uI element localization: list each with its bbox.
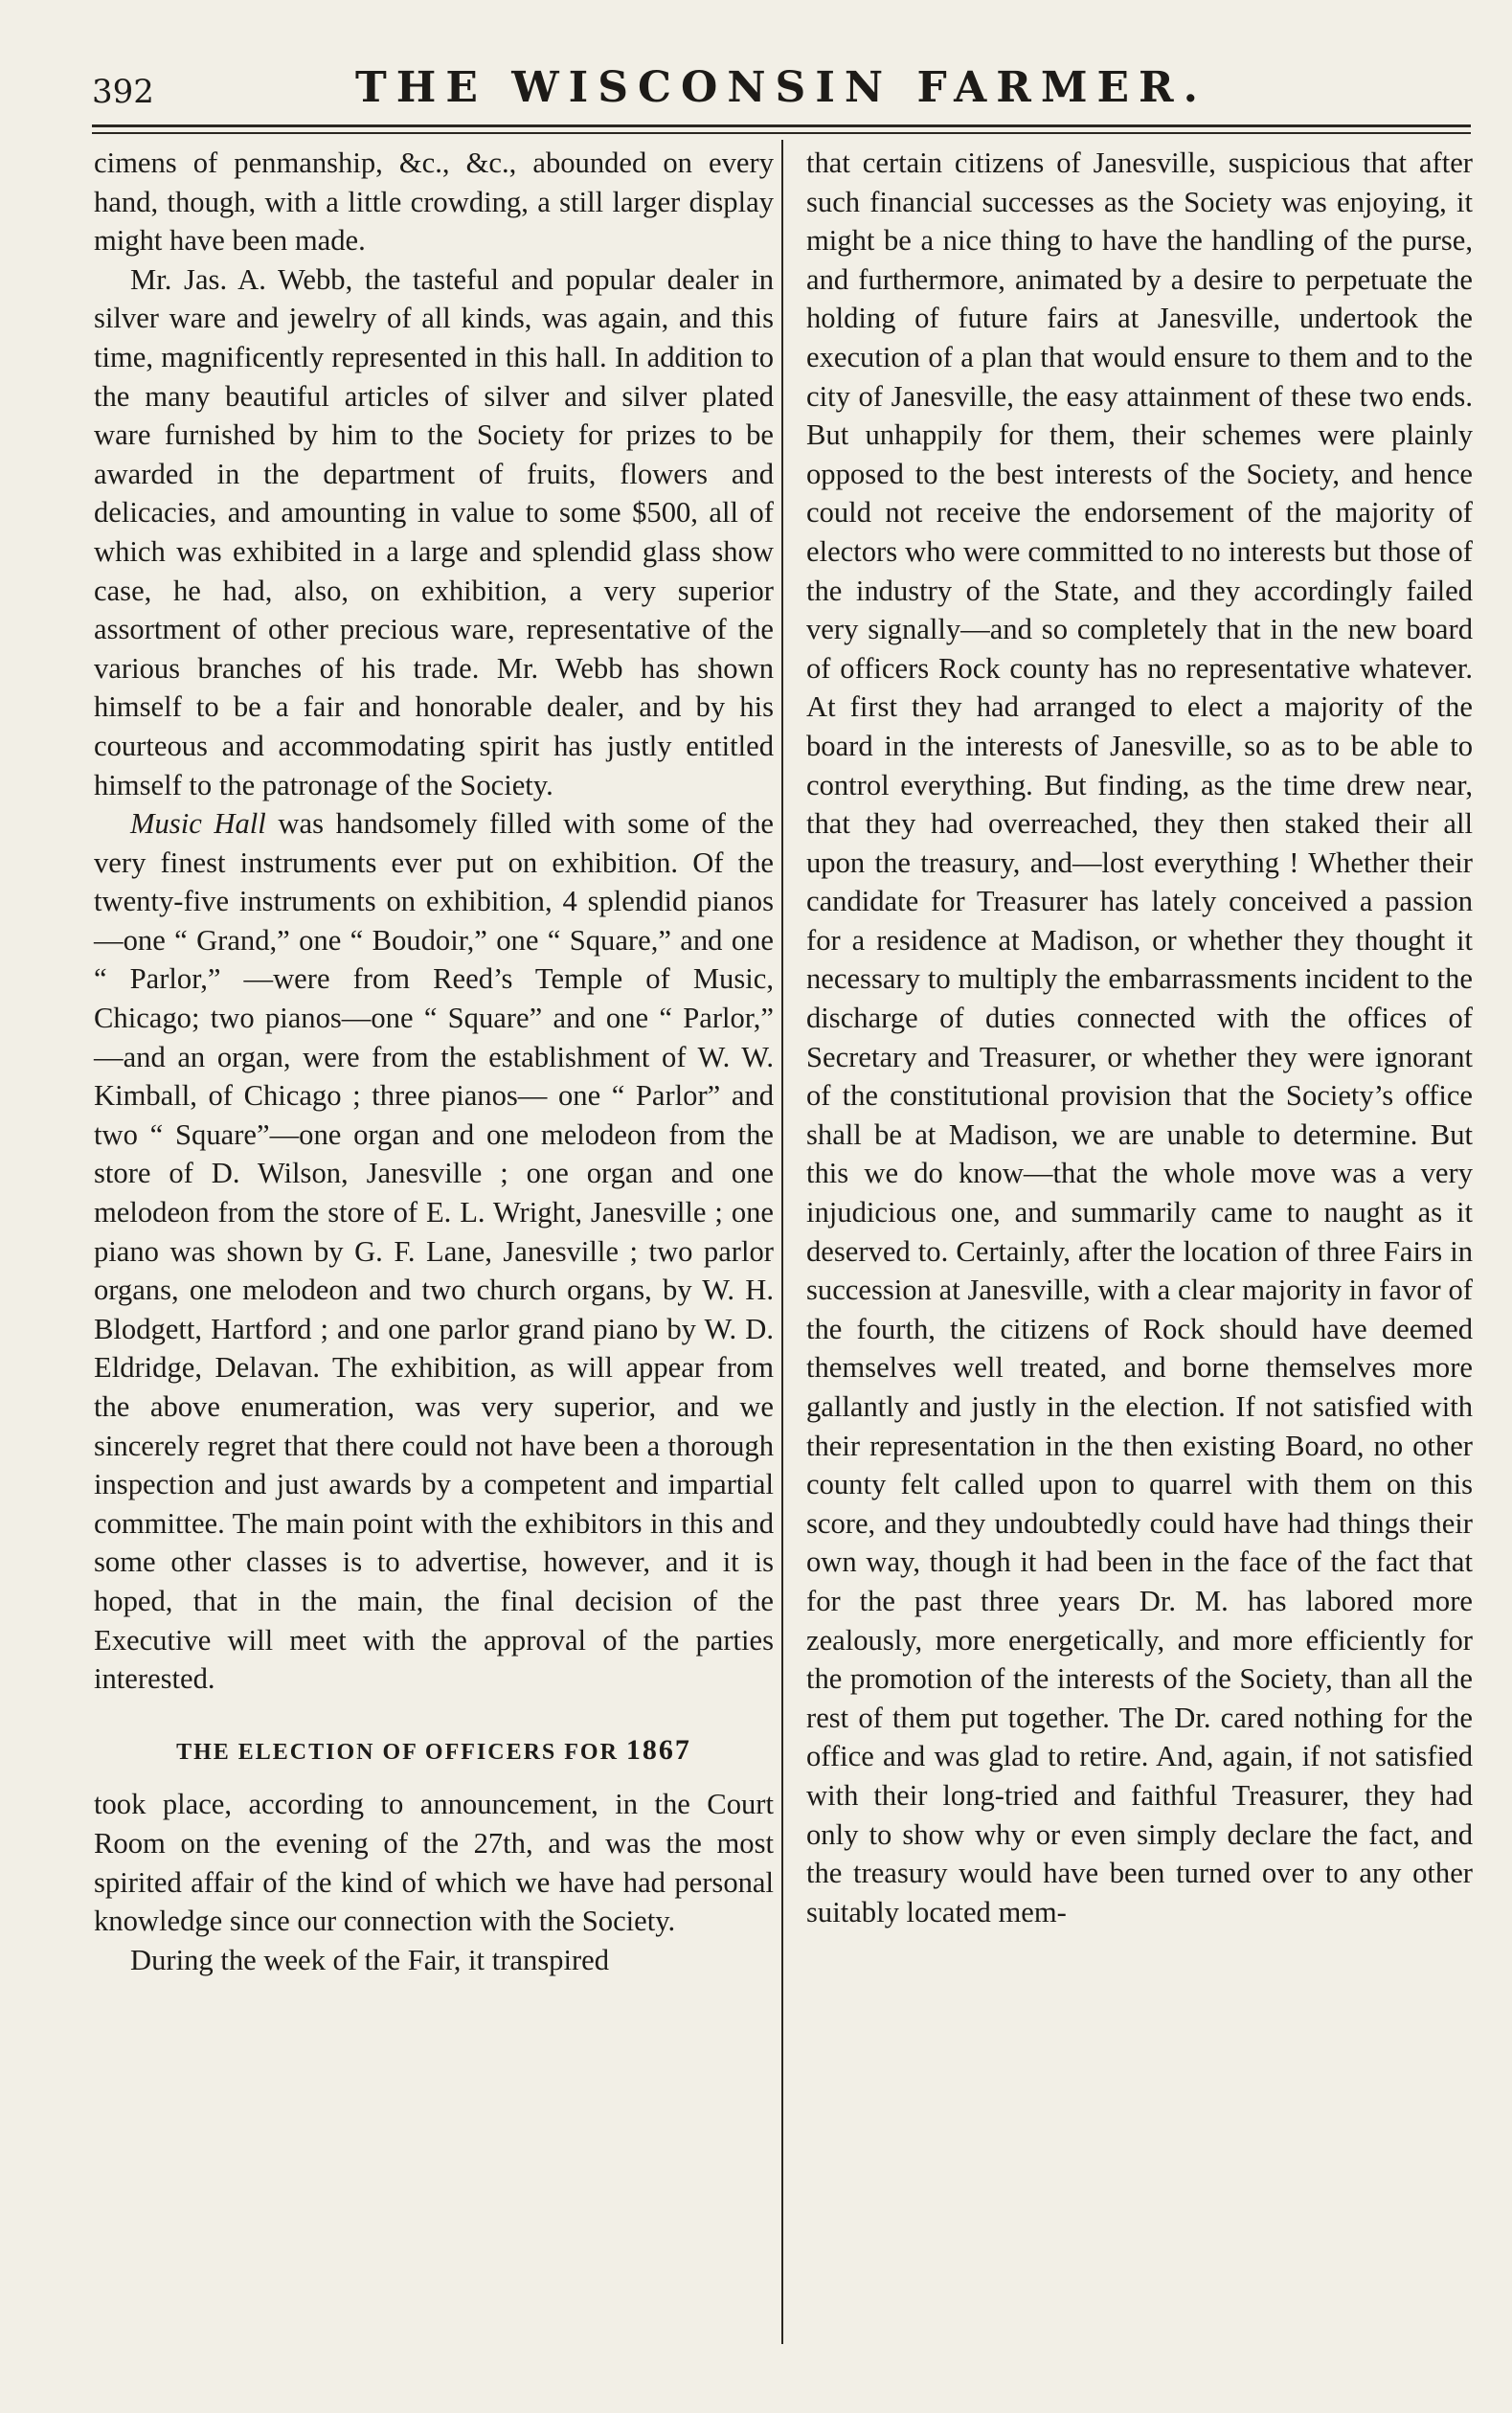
- section-heading-text: THE ELECTION OF OFFICERS FOR: [176, 1739, 619, 1765]
- page-number: 392: [92, 73, 154, 111]
- header-rule-thick: [92, 124, 1471, 127]
- paragraph-music-hall: [94, 804, 774, 1699]
- left-column: [94, 144, 774, 1979]
- page-header: [92, 54, 1471, 121]
- paragraph-fair-week: During the week of the Fair, it transpired: [130, 1943, 610, 1976]
- paragraph-janesville: that certain citizens of Janesville, suspicious that after such financial successes as the Society was enjoying, it might be a nice thing to have the handling of the purse, and furthermore, animated by a desire to perpetuate the holding of future fairs at Janesville, undertook the execution of a plan that would ensure to them and to the city of Janesville, the easy attainment of these two ends. But unhappily for them, their schemes were plainly opposed to the best interests of the Society, and hence could not receive the endorsement of the majority of electors who were committed to no interests but those of the industry of the State, and they accordingly failed very signally—and so completely that in the new board of officers Rock county has no representative whatever. At first they had arranged to elect a majority of the board in the interests of Janesville, so as to be able to control everything. But finding, as the time drew near, that they had overreached, they then staked their all upon the treasury, and—lost everything ! Whether their candidate for Treasurer has lately conceived a passion for a residence at Madison, or whether they thought it necessary to multiply the embarrassments incident to the discharge of duties connected with the offices of Secretary and Treasurer, or whether they were ignorant of the constitutional provision that the Society’s office shall be at Madison, we are unable to determine. But this we do know—that the whole move was a very injudicious one, and summarily came to naught as it deserved to. Certainly, after the location of three Fairs in succession at Janesville, with a clear majority in favor of the fourth, the citizens of Rock should have deemed themselves well treated, and borne themselves more gallantly and justly in the election. If not satisfied with their representation in the then existing Board, no other county felt called upon to quarrel with them on this score, and they undoubtedly could have had things their own way, though it had been in the face of the fact that for the past three years Dr. M. has labored more zealously, more energetically, and more efficiently for the promotion of the interests of the Society, than all the rest of them put together. The Dr. cared nothing for the office and was glad to retire. And, again, if not satisfied with their long-tried and faithful Treasurer, they had only to show why or even simply declare the fact, and the treasury would have been turned over to any other suitably located mem-: [806, 147, 1473, 1928]
- music-hall-lead: Music Hall: [130, 807, 266, 841]
- running-title: THE WISCONSIN FARMER.: [355, 63, 1207, 112]
- paragraph-webb: Mr. Jas. A. Webb, the tasteful and popular dealer in silver ware and jewelry of all kinds, was again, and this time, magnificently represented in this hall. In addition to the many beautiful articles of silver and silver plated ware furnished by him to the Society for prizes to be awarded in the department of fruits, flowers and delicacies, and amounting in value to some $500, all of which was exhibited in a large and splendid glass show case, he had, also, on exhibition, a very superior assortment of other precious ware, representative of the various branches of his trade. Mr. Webb has shown himself to be a fair and honorable dealer, and by his courteous and accommodating spirit has justly entitled himself to the patronage of the Society.: [94, 262, 774, 801]
- section-heading: [94, 1731, 774, 1772]
- section-heading-year: 1867: [625, 1733, 691, 1766]
- music-hall-body: was handsomely filled with some of the very finest instruments ever put on exhibition. Of the twenty-five instruments on exhibition, 4 splendid pianos—one “ Grand,” one “ Boudoir,” one “ Square,” and one “ Parlor,” —were from Reed’s Temple of Music, Chicago; two pianos—one “ Square” and one “ Parlor,” —and an organ, were from the establishment of W. W. Kimball, of Chicago ; three pianos— one “ Parlor” and two “ Square”—one organ and one melodeon from the store of D. Wilson, Janesville ; one organ and one melodeon from the store of E. L. Wright, Janesville ; one piano was shown by G. F. Lane, Janesville ; two parlor organs, one melodeon and two church organs, by W. H. Blodgett, Hartford ; and one parlor grand piano by W. D. Eldridge, Delavan. The exhibition, as will appear from the above enumeration, was very superior, and we sincerely regret that there could not have been a thorough inspection and just awards by a competent and impartial committee. The main point with the exhibitors in this and some other classes is to advertise, however, and it is hoped, that in the main, the final decision of the Executive will meet with the approval of the parties interested.: [94, 807, 775, 1696]
- right-column: [806, 144, 1473, 1931]
- paragraph-election: took place, according to announcement, in the Court Room on the evening of the 27th, and was the most spirited affair of the kind of which we have had personal knowledge since our connection with the Society.: [94, 1788, 774, 1938]
- header-rule-thin: [92, 132, 1471, 134]
- paragraph-continued: cimens of penmanship, &c., &c., abounded on every hand, though, with a little crowding, a still larger display might have been made.: [94, 147, 774, 258]
- column-divider: [781, 140, 783, 2344]
